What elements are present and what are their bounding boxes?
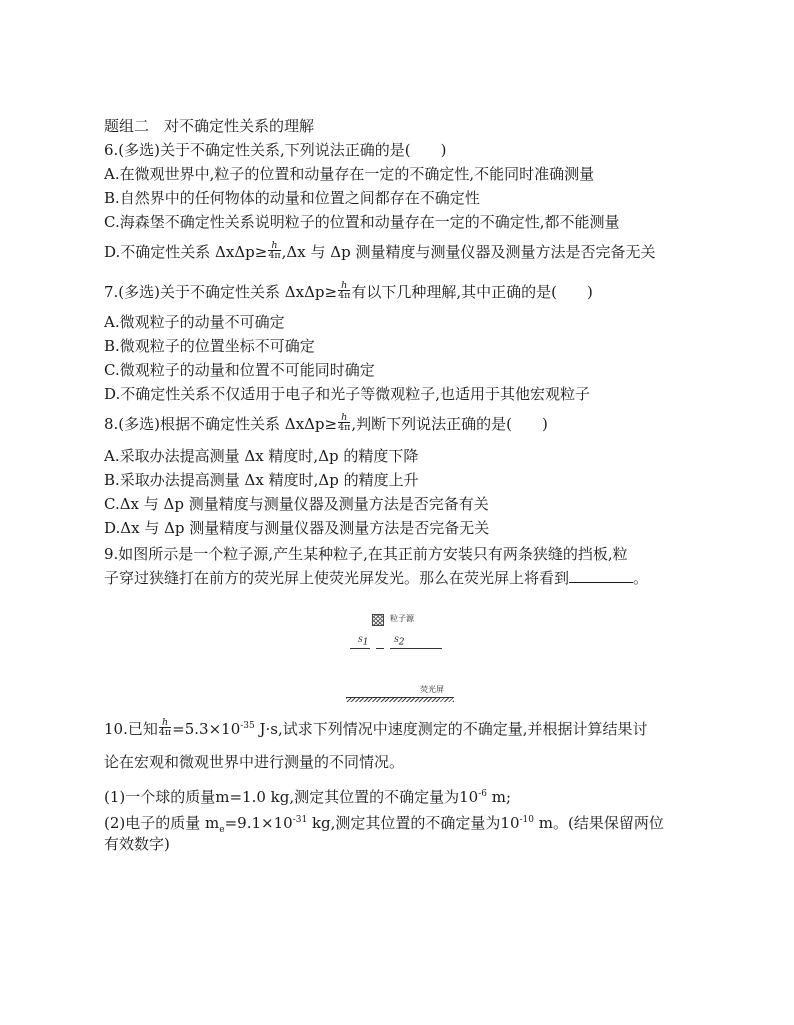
- slit-1-subscript: 1: [362, 637, 369, 648]
- q10-line-2: 论在宏观和微观世界中进行测量的不同情况。: [104, 753, 405, 771]
- q10-value: =5.3×10: [172, 720, 241, 738]
- fraction-numerator: h: [338, 413, 350, 423]
- q10-part-2-cont: 有效数字): [104, 835, 170, 853]
- screen-label: 荧光屏: [420, 685, 444, 694]
- particle-source-icon: [372, 614, 384, 626]
- q8-option-b: B.采取办法提高测量 Δx 精度时,Δp 的精度上升: [104, 471, 419, 489]
- h-over-4pi-fraction: [268, 241, 280, 260]
- section-title: 题组二 对不确定性关系的理解: [104, 117, 315, 135]
- q9-line-2: [104, 568, 648, 588]
- slit-2-subscript: 2: [398, 637, 405, 648]
- q10-p1-exponent: -6: [478, 789, 487, 799]
- q7-option-c: C.微观粒子的动量和位置不可能同时确定: [104, 361, 375, 379]
- q6-d-pre: D.不确定性关系 ΔxΔp: [104, 243, 255, 261]
- h-over-4pi-fraction: [338, 281, 350, 300]
- q6-d-post: ,Δx 与 Δp 测量精度与测量仪器及测量方法是否完备无关: [281, 243, 656, 261]
- q8-stem-pre: 8.(多选)根据不确定性关系 ΔxΔp: [104, 415, 325, 433]
- q10-part-1: [104, 784, 511, 807]
- slit-2-label: [394, 636, 405, 647]
- q10-p2-mid2: kg,测定其位置的不确定量为10: [307, 814, 520, 832]
- q7-stem-post: 有以下几种理解,其中正确的是( ): [351, 283, 593, 301]
- h-over-4pi-fraction: [338, 413, 350, 432]
- fraction-denominator: 4π: [268, 249, 281, 261]
- slit-1-label: [358, 636, 369, 647]
- q6-option-b: B.自然界中的任何物体的动量和位置之间都存在不确定性: [104, 189, 480, 207]
- q9-line-1: 9.如图所示是一个粒子源,产生某种粒子,在其正前方安装只有两条狭缝的挡板,粒: [104, 545, 628, 563]
- q10-line-1: [104, 716, 648, 740]
- q10-p1-post: m;: [487, 788, 512, 806]
- q7-stem-pre: 7.(多选)关于不确定性关系 ΔxΔp: [104, 283, 325, 301]
- q9-line-2-end: 。: [633, 569, 649, 587]
- q7-option-a: A.微观粒子的动量不可确定: [104, 313, 285, 331]
- q10-p2-mid: =9.1×10: [224, 814, 293, 832]
- fraction-numerator: h: [159, 718, 171, 728]
- q8-option-a: A.采取办法提高测量 Δx 精度时,Δp 的精度下降: [104, 447, 419, 465]
- fluorescent-screen: [346, 697, 454, 702]
- slit-1-letter: S: [358, 636, 363, 644]
- fraction-numerator: h: [338, 281, 350, 291]
- barrier-segment-right: [390, 648, 442, 649]
- slit-2-letter: S: [394, 636, 399, 644]
- q8-option-c: C.Δx 与 Δp 测量精度与测量仪器及测量方法是否完备有关: [104, 495, 489, 513]
- geq-sign: ≥: [324, 283, 338, 301]
- q8-stem-post: ,判断下列说法正确的是( ): [351, 415, 548, 433]
- barrier-segment-left: [350, 648, 370, 649]
- q6-option-c: C.海森堡不确定性关系说明粒子的位置和动量存在一定的不确定性,都不能测量: [104, 213, 620, 231]
- q8-stem: [104, 411, 548, 435]
- q9-line-2-text: 子穿过狭缝打在前方的荧光屏上使荧光屏发光。那么在荧光屏上将看到: [104, 569, 570, 587]
- q6-option-a: A.在微观世界中,粒子的位置和动量存在一定的不确定性,不能同时准确测量: [104, 165, 595, 183]
- answer-blank[interactable]: [569, 568, 633, 583]
- q7-option-d: D.不确定性关系不仅适用于电子和光子等微观粒子,也适用于其他宏观粒子: [104, 385, 591, 403]
- fraction-numerator: h: [268, 241, 280, 251]
- source-label: 粒子源: [390, 614, 414, 623]
- barrier-segment-middle: [376, 648, 384, 649]
- q8-option-d: D.Δx 与 Δp 测量精度与测量仪器及测量方法是否完备无关: [104, 519, 490, 537]
- q10-p2-subscript: e: [219, 825, 225, 835]
- geq-sign: ≥: [254, 243, 268, 261]
- q6-stem: 6.(多选)关于不确定性关系,下列说法正确的是( ): [104, 141, 447, 159]
- q6-option-d: [104, 239, 656, 263]
- q10-p2-pre: (2)电子的质量 m: [104, 814, 220, 832]
- h-over-4pi-fraction: [159, 718, 171, 737]
- q10-p2-exponent-2: -10: [519, 815, 534, 825]
- fraction-denominator: 4π: [338, 289, 351, 301]
- double-slit-figure: [340, 610, 460, 700]
- fraction-denominator: 4π: [338, 421, 351, 433]
- geq-sign: ≥: [324, 415, 338, 433]
- q10-p1-pre: (1)一个球的质量m=1.0 kg,测定其位置的不确定量为10: [104, 788, 479, 806]
- q7-stem: [104, 279, 593, 303]
- q10-post: J·s,试求下列情况中速度测定的不确定量,并根据计算结果讨: [254, 720, 648, 738]
- q10-exponent: -35: [240, 721, 255, 731]
- q10-p2-exponent: -31: [292, 815, 308, 825]
- q7-option-b: B.微观粒子的位置坐标不可确定: [104, 337, 315, 355]
- q10-part-2: [104, 810, 664, 840]
- q10-p2-post: m。(结果保留两位: [534, 814, 664, 832]
- fraction-denominator: 4π: [158, 726, 172, 738]
- q10-pre: 10.已知: [104, 720, 158, 738]
